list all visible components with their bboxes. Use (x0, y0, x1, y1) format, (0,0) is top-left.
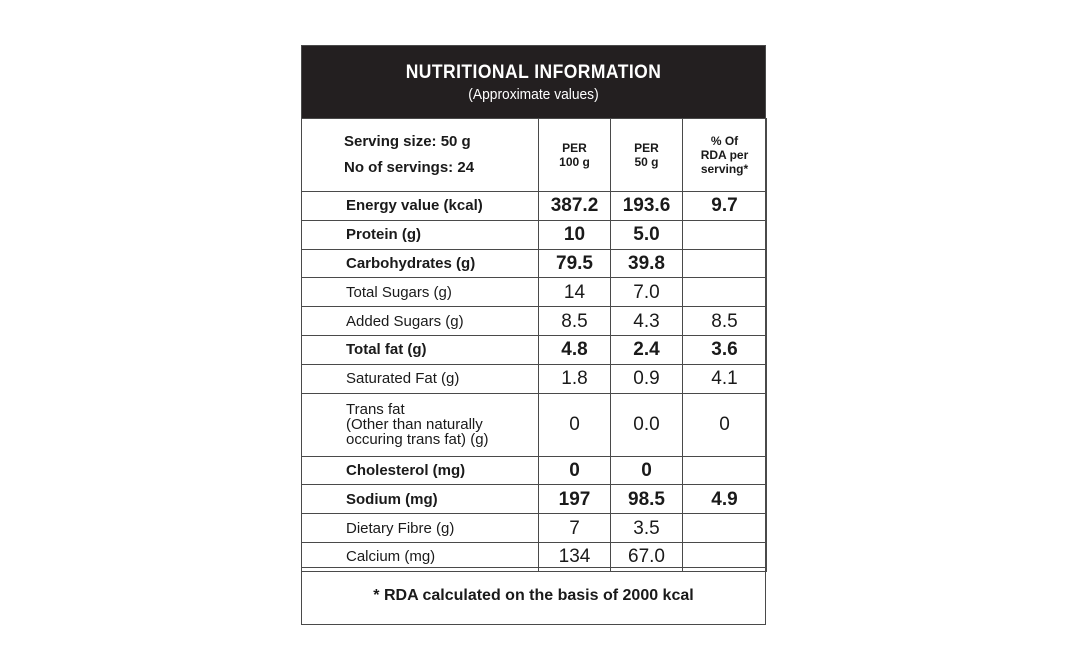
value-rda: 9.7 (683, 192, 767, 221)
row-label: Dietary Fibre (g) (302, 514, 539, 543)
table-row (302, 364, 767, 393)
row-label-line: occuring trans fat) (g) (346, 431, 489, 449)
value-per100: 0 (539, 393, 611, 456)
value-per50: 39.8 (611, 249, 683, 278)
row-label-line: (Other than naturally (346, 416, 483, 434)
header-row (302, 119, 767, 192)
row-label: Energy value (kcal) (302, 192, 539, 221)
row-label: Total Sugars (g) (302, 278, 539, 307)
value-per50: 193.6 (611, 192, 683, 221)
value-rda (683, 514, 767, 543)
col-header-per50-line2: 50 g (634, 155, 659, 169)
value-per50: 5.0 (611, 220, 683, 249)
value-per50: 98.5 (611, 485, 683, 514)
value-per100: 1.8 (539, 364, 611, 393)
table-row (302, 220, 767, 249)
value-rda: 0 (683, 393, 767, 456)
value-per100: 387.2 (539, 192, 611, 221)
table-row (302, 514, 767, 543)
title-banner (302, 46, 765, 118)
nutrition-table (301, 118, 767, 572)
value-rda: 4.9 (683, 485, 767, 514)
value-per50: 4.3 (611, 307, 683, 336)
row-label: Total fat (g) (302, 335, 539, 364)
value-rda (683, 220, 767, 249)
col-header-per100-line1: PER (562, 141, 587, 155)
col-header-per50-line1: PER (634, 141, 659, 155)
value-per50: 0 (611, 456, 683, 485)
value-per50: 0.9 (611, 364, 683, 393)
value-per50: 7.0 (611, 278, 683, 307)
value-rda: 8.5 (683, 307, 767, 336)
col-header-per100 (539, 119, 611, 192)
serving-size: Serving size: 50 g (344, 133, 471, 150)
col-header-per50 (611, 119, 683, 192)
value-per100: 8.5 (539, 307, 611, 336)
row-label: Protein (g) (302, 220, 539, 249)
col-header-rda-line3: serving* (700, 162, 749, 176)
table-row (302, 485, 767, 514)
row-label: Carbohydrates (g) (302, 249, 539, 278)
value-rda (683, 249, 767, 278)
row-label: Cholesterol (mg) (302, 456, 539, 485)
value-per50: 2.4 (611, 335, 683, 364)
value-per100: 79.5 (539, 249, 611, 278)
col-header-per100-line2: 100 g (559, 155, 590, 169)
table-row (302, 278, 767, 307)
value-per50: 3.5 (611, 514, 683, 543)
col-header-rda (683, 119, 767, 192)
value-rda (683, 278, 767, 307)
nutrition-label (301, 45, 766, 625)
value-per100: 14 (539, 278, 611, 307)
row-label-multiline (302, 393, 539, 456)
table-row (302, 249, 767, 278)
row-label: Calcium (mg) (302, 542, 539, 571)
value-per50: 67.0 (611, 542, 683, 571)
col-header-rda-line2: RDA per (700, 148, 749, 162)
value-per50: 0.0 (611, 393, 683, 456)
row-label: Added Sugars (g) (302, 307, 539, 336)
value-per100: 134 (539, 542, 611, 571)
table-row (302, 335, 767, 364)
value-per100: 7 (539, 514, 611, 543)
row-label: Saturated Fat (g) (302, 364, 539, 393)
col-header-rda-line1: % Of (710, 134, 739, 148)
label-title: NUTRITIONAL INFORMATION (405, 62, 662, 83)
value-per100: 10 (539, 220, 611, 249)
value-rda: 3.6 (683, 335, 767, 364)
value-rda: 4.1 (683, 364, 767, 393)
servings-count: No of servings: 24 (344, 159, 475, 176)
table-row (302, 393, 767, 456)
table-row (302, 192, 767, 221)
row-label-line: Trans fat (346, 401, 405, 419)
value-per100: 197 (539, 485, 611, 514)
rda-footnote: * RDA calculated on the basis of 2000 kcal (302, 567, 765, 624)
table-row (302, 307, 767, 336)
table-row (302, 456, 767, 485)
value-rda (683, 456, 767, 485)
serving-info (302, 119, 539, 192)
row-label: Sodium (mg) (302, 485, 539, 514)
value-per100: 0 (539, 456, 611, 485)
value-per100: 4.8 (539, 335, 611, 364)
label-subtitle: (Approximate values) (468, 86, 599, 103)
